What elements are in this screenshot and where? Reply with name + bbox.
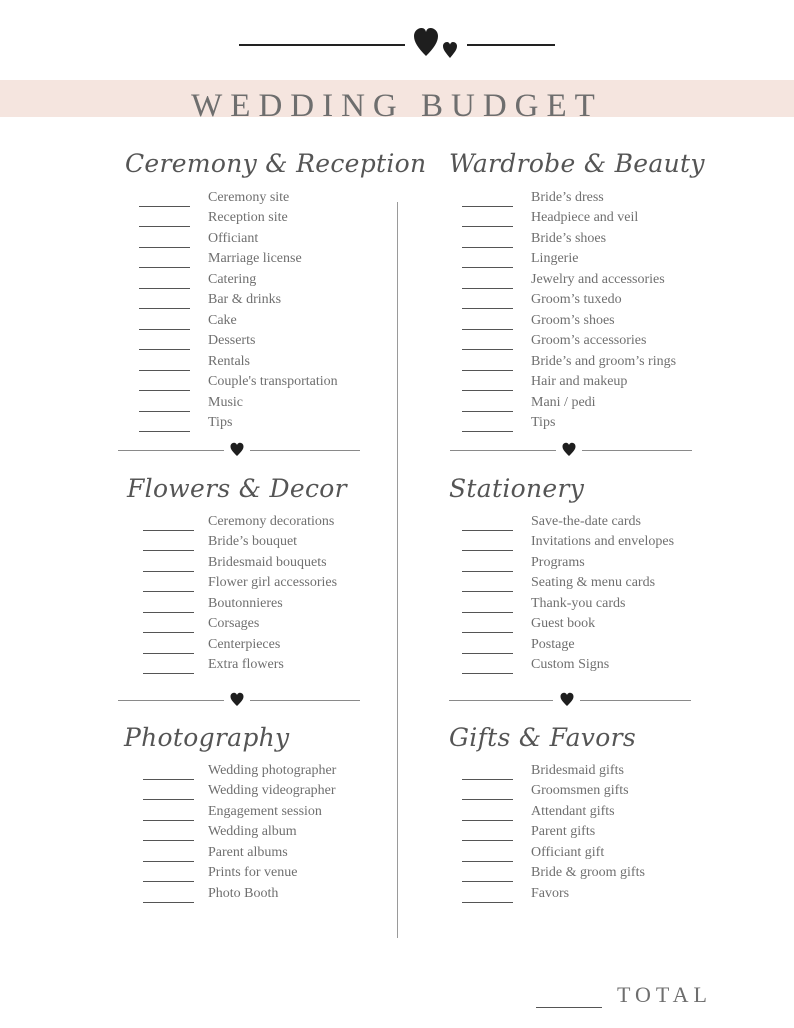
amount-blank xyxy=(462,329,513,330)
budget-line-label: Programs xyxy=(531,555,585,570)
budget-line xyxy=(449,554,789,574)
section-ceremony-reception xyxy=(125,149,427,439)
total-amount-blank xyxy=(536,1007,602,1008)
amount-blank xyxy=(462,632,513,633)
amount-blank xyxy=(143,902,194,903)
top-ornament-line-left xyxy=(239,44,405,46)
amount-blank xyxy=(143,530,194,531)
budget-line xyxy=(125,209,465,229)
budget-line xyxy=(125,250,465,270)
budget-line xyxy=(127,513,467,533)
budget-line-label: Headpiece and veil xyxy=(531,210,639,225)
budget-line xyxy=(449,353,789,373)
amount-blank xyxy=(462,206,513,207)
budget-line xyxy=(127,574,467,594)
budget-line-label: Invitations and envelopes xyxy=(531,534,675,549)
section-wardrobe-beauty xyxy=(449,149,749,439)
amount-blank xyxy=(139,288,190,289)
budget-line-label: Bride’s and groom’s rings xyxy=(531,354,677,369)
budget-line-label: Wedding album xyxy=(208,824,297,839)
amount-blank xyxy=(143,591,194,592)
divider-line xyxy=(250,450,360,451)
budget-line xyxy=(125,189,465,209)
budget-line-label: Jewelry and accessories xyxy=(531,272,665,287)
budget-line-label: Parent gifts xyxy=(531,824,596,839)
amount-blank xyxy=(139,390,190,391)
heart-divider xyxy=(450,441,692,461)
amount-blank xyxy=(462,861,513,862)
budget-line xyxy=(449,803,789,823)
amount-blank xyxy=(139,267,190,268)
amount-blank xyxy=(462,267,513,268)
budget-line-label: Groomsmen gifts xyxy=(531,783,629,798)
budget-line-label: Hair and makeup xyxy=(531,374,628,389)
top-ornament xyxy=(0,0,794,70)
amount-blank xyxy=(462,226,513,227)
amount-blank xyxy=(143,820,194,821)
top-ornament-line-right xyxy=(467,44,555,46)
budget-line xyxy=(449,656,789,676)
divider-line xyxy=(118,450,224,451)
budget-line xyxy=(124,782,464,802)
budget-line-label: Mani / pedi xyxy=(531,395,596,410)
section-title: Photography xyxy=(124,723,290,752)
amount-blank xyxy=(462,390,513,391)
heart-icon xyxy=(230,692,244,707)
budget-line-label: Wedding videographer xyxy=(208,783,336,798)
amount-blank xyxy=(143,673,194,674)
amount-blank xyxy=(462,247,513,248)
budget-line-label: Custom Signs xyxy=(531,657,610,672)
amount-blank xyxy=(462,571,513,572)
budget-line-label: Centerpieces xyxy=(208,637,281,652)
section-photography xyxy=(124,723,384,913)
budget-line xyxy=(125,230,465,250)
budget-line-label: Corsages xyxy=(208,616,260,631)
amount-blank xyxy=(462,881,513,882)
budget-line xyxy=(449,271,789,291)
budget-line xyxy=(449,189,789,209)
budget-line-label: Bridesmaid gifts xyxy=(531,763,624,778)
budget-line-label: Groom’s accessories xyxy=(531,333,647,348)
budget-line xyxy=(124,762,464,782)
budget-line-label: Seating & menu cards xyxy=(531,575,656,590)
amount-blank xyxy=(143,653,194,654)
budget-line xyxy=(125,332,465,352)
heart-divider xyxy=(118,441,360,461)
budget-line xyxy=(124,803,464,823)
budget-line-label: Lingerie xyxy=(531,251,579,266)
total-row xyxy=(536,982,736,1012)
divider-line xyxy=(118,700,224,701)
section-title: Stationery xyxy=(449,474,585,503)
budget-line-label: Desserts xyxy=(208,333,256,348)
budget-line xyxy=(124,864,464,884)
budget-line xyxy=(127,636,467,656)
amount-blank xyxy=(462,431,513,432)
budget-line-label: Bride & groom gifts xyxy=(531,865,645,880)
budget-line xyxy=(449,533,789,553)
budget-line-label: Tips xyxy=(208,415,233,430)
budget-line-label: Boutonnieres xyxy=(208,596,283,611)
budget-line xyxy=(125,271,465,291)
amount-blank xyxy=(143,612,194,613)
amount-blank xyxy=(139,431,190,432)
heart-icon xyxy=(230,442,244,457)
heart-icon xyxy=(560,692,574,707)
budget-line xyxy=(449,574,789,594)
amount-blank xyxy=(462,530,513,531)
amount-blank xyxy=(462,612,513,613)
budget-line xyxy=(449,595,789,615)
budget-line xyxy=(125,394,465,414)
budget-line-label: Bride’s dress xyxy=(531,190,604,205)
budget-line-label: Save-the-date cards xyxy=(531,514,641,529)
budget-line-label: Ceremony site xyxy=(208,190,290,205)
budget-line-label: Officiant gift xyxy=(531,845,605,860)
amount-blank xyxy=(143,550,194,551)
budget-line-label: Groom’s shoes xyxy=(531,313,615,328)
budget-line-label: Rentals xyxy=(208,354,250,369)
amount-blank xyxy=(143,571,194,572)
budget-line-label: Bride’s shoes xyxy=(531,231,607,246)
budget-line-label: Parent albums xyxy=(208,845,288,860)
amount-blank xyxy=(143,840,194,841)
amount-blank xyxy=(462,779,513,780)
budget-line-label: Officiant xyxy=(208,231,259,246)
budget-line xyxy=(449,636,789,656)
amount-blank xyxy=(143,861,194,862)
divider-line xyxy=(250,700,360,701)
budget-line xyxy=(125,414,465,434)
amount-blank xyxy=(462,349,513,350)
budget-line-label: Ceremony decorations xyxy=(208,514,335,529)
budget-line xyxy=(127,615,467,635)
budget-line-label: Postage xyxy=(531,637,575,652)
budget-line-label: Favors xyxy=(531,886,570,901)
budget-line xyxy=(124,885,464,905)
amount-blank xyxy=(462,370,513,371)
budget-line-label: Reception site xyxy=(208,210,288,225)
amount-blank xyxy=(139,226,190,227)
budget-line xyxy=(449,513,789,533)
budget-line-label: Music xyxy=(208,395,243,410)
section-title: Wardrobe & Beauty xyxy=(449,149,705,178)
budget-line xyxy=(124,844,464,864)
amount-blank xyxy=(462,411,513,412)
double-heart-icon xyxy=(412,26,462,60)
amount-blank xyxy=(139,206,190,207)
budget-line-label: Tips xyxy=(531,415,556,430)
budget-line xyxy=(127,554,467,574)
budget-line-label: Bar & drinks xyxy=(208,292,282,307)
budget-line-label: Attendant gifts xyxy=(531,804,615,819)
budget-line xyxy=(449,312,789,332)
budget-line xyxy=(124,823,464,843)
amount-blank xyxy=(462,591,513,592)
budget-line-label: Thank-you cards xyxy=(531,596,626,611)
budget-line xyxy=(125,291,465,311)
section-gifts-favors xyxy=(449,723,749,913)
budget-line xyxy=(449,332,789,352)
budget-line-label: Bridesmaid bouquets xyxy=(208,555,327,570)
amount-blank xyxy=(462,288,513,289)
amount-blank xyxy=(462,902,513,903)
budget-line xyxy=(449,864,789,884)
budget-line-label: Guest book xyxy=(531,616,596,631)
page-title: WEDDING BUDGET xyxy=(191,88,603,124)
amount-blank xyxy=(462,308,513,309)
amount-blank xyxy=(139,329,190,330)
budget-line xyxy=(449,885,789,905)
budget-line xyxy=(449,230,789,250)
budget-line-label: Couple's transportation xyxy=(208,374,338,389)
divider-line xyxy=(580,700,691,701)
budget-line xyxy=(449,844,789,864)
section-title: Flowers & Decor xyxy=(127,474,347,503)
budget-line xyxy=(449,394,789,414)
heart-divider xyxy=(449,691,691,711)
section-title: Ceremony & Reception xyxy=(125,149,427,178)
total-label: TOTAL xyxy=(617,982,712,1007)
budget-line xyxy=(127,656,467,676)
budget-line xyxy=(449,615,789,635)
heart-divider xyxy=(118,691,360,711)
budget-line-label: Extra flowers xyxy=(208,657,284,672)
amount-blank xyxy=(139,247,190,248)
heart-icon xyxy=(562,442,576,457)
budget-line-label: Cake xyxy=(208,313,237,328)
amount-blank xyxy=(143,799,194,800)
budget-line-label: Engagement session xyxy=(208,804,322,819)
divider-line xyxy=(582,450,692,451)
amount-blank xyxy=(462,820,513,821)
amount-blank xyxy=(462,673,513,674)
amount-blank xyxy=(143,881,194,882)
budget-line xyxy=(449,291,789,311)
section-title: Gifts & Favors xyxy=(449,723,636,752)
amount-blank xyxy=(143,632,194,633)
budget-line-label: Catering xyxy=(208,272,257,287)
amount-blank xyxy=(139,370,190,371)
budget-line xyxy=(127,533,467,553)
budget-line xyxy=(449,762,789,782)
budget-line-label: Bride’s bouquet xyxy=(208,534,298,549)
amount-blank xyxy=(462,550,513,551)
budget-line-label: Flower girl accessories xyxy=(208,575,338,590)
amount-blank xyxy=(462,799,513,800)
amount-blank xyxy=(462,653,513,654)
budget-line-label: Groom’s tuxedo xyxy=(531,292,622,307)
amount-blank xyxy=(143,779,194,780)
budget-line xyxy=(125,353,465,373)
budget-line-label: Wedding photographer xyxy=(208,763,337,778)
budget-line-label: Marriage license xyxy=(208,251,302,266)
amount-blank xyxy=(139,411,190,412)
section-stationery xyxy=(449,474,749,684)
budget-line xyxy=(127,595,467,615)
divider-line xyxy=(449,700,553,701)
amount-blank xyxy=(462,840,513,841)
budget-line xyxy=(449,414,789,434)
budget-line xyxy=(449,209,789,229)
budget-line xyxy=(125,373,465,393)
budget-line xyxy=(449,373,789,393)
section-flowers-decor xyxy=(127,474,387,684)
budget-line xyxy=(449,250,789,270)
budget-line-label: Photo Booth xyxy=(208,886,279,901)
divider-line xyxy=(450,450,556,451)
budget-line xyxy=(449,823,789,843)
budget-line xyxy=(125,312,465,332)
budget-line xyxy=(449,782,789,802)
amount-blank xyxy=(139,308,190,309)
budget-line-label: Prints for venue xyxy=(208,865,298,880)
amount-blank xyxy=(139,349,190,350)
